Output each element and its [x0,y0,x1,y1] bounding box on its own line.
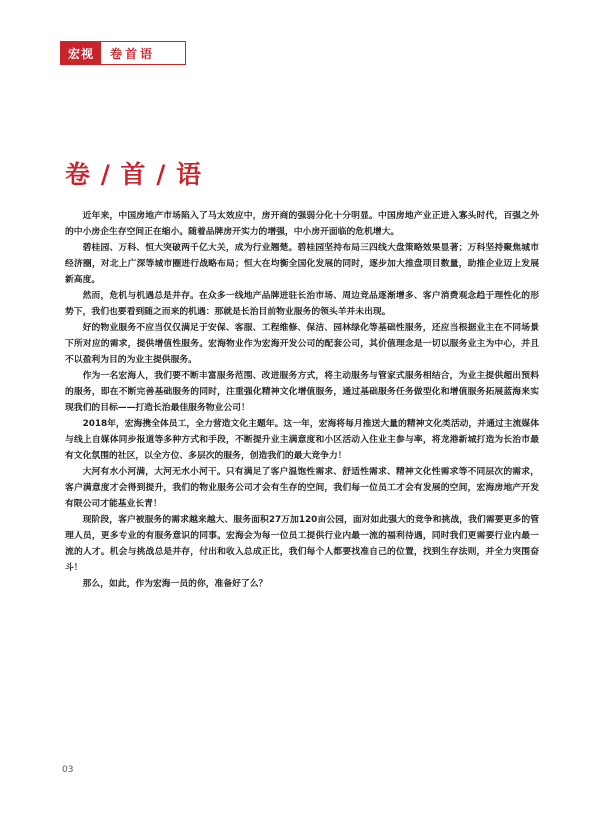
article-body [65,208,539,592]
section-header [60,41,186,65]
paragraph: 现阶段，客户被服务的需求越来越大、服务面积27万加120亩公园，面对如此强大的竞争和挑战，我们需要更多的管理人员，更多专业的有服务意识的同事。宏海会为每一位员工提供行业内最一流的福利待遇，同时我们更需要行业内最一流的人才。机会与挑战总是并存，付出和收入总成正比，我们每个人都要找准自己的位置，找到生存法则，并全力突围奋斗！ [65,515,539,573]
page-number: 03 [62,765,74,775]
paragraph: 大河有水小河满，大河无水小河干。只有满足了客户温饱性需求、舒适性需求、精神文化性需求等不同层次的需求，客户满意度才会得到提升，我们的物业服务公司才会有生存的空间，我们每一位员工才会有发展的空间，宏海房地产开发有限公司才能基业长青！ [65,467,539,509]
column-tag: 宏视 [61,42,101,64]
page-title: 卷 / 首 / 语 [65,160,203,189]
section-label: 卷首语 [110,46,156,61]
paragraph: 碧桂园、万科、恒大突破两千亿大关，成为行业翘楚。碧桂园坚持布局三四线大盘策略效果显著；万科坚持聚焦城市经济圈，对北上广深等城市圈进行战略布局；恒大在均衡全国化发展的同时，逐步加大推盘项目数量，助推企业迈上发展新高度。 [65,243,539,285]
paragraph: 好的物业服务不应当仅仅满足于安保、客服、工程维修、保洁、园林绿化等基础性服务，还应当根据业主在不同场景下所对应的需求，提供增值性服务。宏海物业作为宏海开发公司的配套公司，其价值理念是一切以服务业主为中心，并且不以盈利为目的为业主提供服务。 [65,323,539,365]
paragraph: 作为一名宏海人，我们要不断丰富服务范围、改进服务方式，将主动服务与管家式服务相结合，为业主提供超出预料的服务，即在不断完善基础服务的同时，注重强化精神文化增值服务，通过基础服务任务做型化和增值服务拓展蓝海来实现我们的目标——打造长治最佳服务物业公司！ [65,371,539,413]
paragraph: 那么，如此，作为宏海一员的你，准备好了么？ [82,579,268,589]
paragraph: 然而，危机与机遇总是并存。在众多一线地产品牌进驻长治市场、周边竞品逐渐增多、客户消费观念趋于理性化的形势下，我们也要看到随之而来的机遇：那就是长治目前物业服务的领头羊并未出现。 [65,291,539,317]
paragraph: 2018年，宏海携全体员工，全力营造文化主题年。这一年，宏海将每月推送大量的精神文化类活动，并通过主流媒体与线上自媒体同步报道等多种方式和手段，不断提升业主满意度和小区活动入住业主参与率，将龙港新城打造为长治市最有文化氛围的社区，以全方位、多层次的服务，创造我们的最大竞争力！ [65,419,539,461]
paragraph: 近年来，中国房地产市场陷入了马太效应中，房开商的强弱分化十分明显。中国房地产业正进入寡头时代，百强之外的中小房企生存空间正在缩小。随着品牌房开实力的增强，中小房开面临的危机增大。 [65,211,539,237]
